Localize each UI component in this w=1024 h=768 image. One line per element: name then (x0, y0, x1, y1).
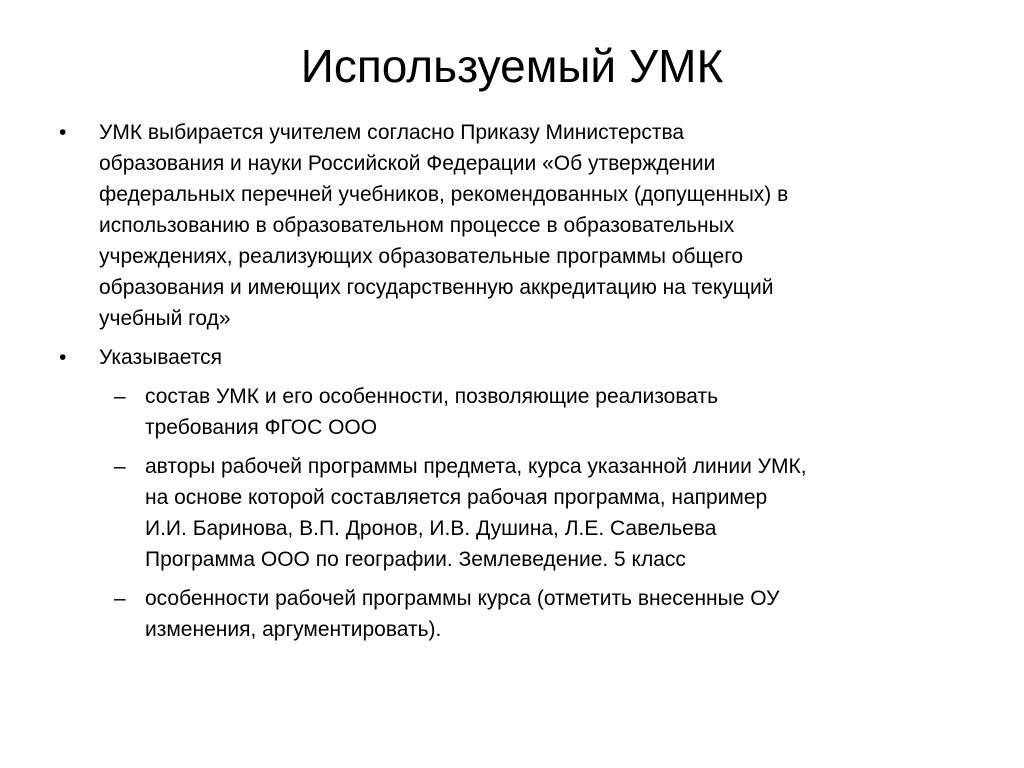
bullet-line: учебный год» (99, 307, 231, 330)
sub-line: требования ФГОС ООО (145, 416, 378, 439)
sub-marker: – (114, 455, 126, 478)
sub-marker: – (114, 385, 126, 408)
bullet-line: использованию в образовательном процессе в образовательных (99, 214, 735, 237)
sub-item-3 (55, 583, 975, 645)
sub-line: состав УМК и его особенности, позволяющие реализовать (145, 385, 719, 408)
bullet-line: учреждениях, реализующих образовательные программы общего (99, 245, 744, 268)
bullet-line: федеральных перечней учебников, рекомендованных (допущенных) в (99, 183, 789, 206)
bullet-item-2 (55, 342, 975, 373)
sub-item-2 (55, 451, 975, 575)
sub-line: на основе которой составляется рабочая программа, например (145, 486, 768, 509)
bullet-line: образования и имеющих государственную аккредитацию на текущий (99, 276, 774, 299)
bullet-line: УМК выбирается учителем согласно Приказу Министерства (99, 121, 685, 144)
sub-list (55, 381, 975, 645)
sub-marker: – (114, 587, 126, 610)
bullet-line: образования и науки Российской Федерации «Об утверждении (99, 152, 716, 175)
slide-content (55, 117, 975, 653)
bullet-marker: • (59, 346, 67, 369)
sub-line: особенности рабочей программы курса (отметить внесенные ОУ (145, 587, 780, 610)
sub-line: И.И. Баринова, В.П. Дронов, И.В. Душина, Л.Е. Савельева (145, 517, 717, 540)
sub-line: Программа ООО по географии. Землеведение. 5 класс (145, 548, 686, 571)
bullet-line: Указывается (99, 346, 223, 369)
sub-line: авторы рабочей программы предмета, курса указанной линии УМК, (145, 455, 807, 478)
slide-title: Используемый УМК (300, 40, 724, 92)
bullet-marker: • (59, 121, 67, 144)
sub-item-1 (55, 381, 975, 443)
bullet-item-1 (55, 117, 975, 334)
sub-line: изменения, аргументировать). (145, 618, 442, 641)
